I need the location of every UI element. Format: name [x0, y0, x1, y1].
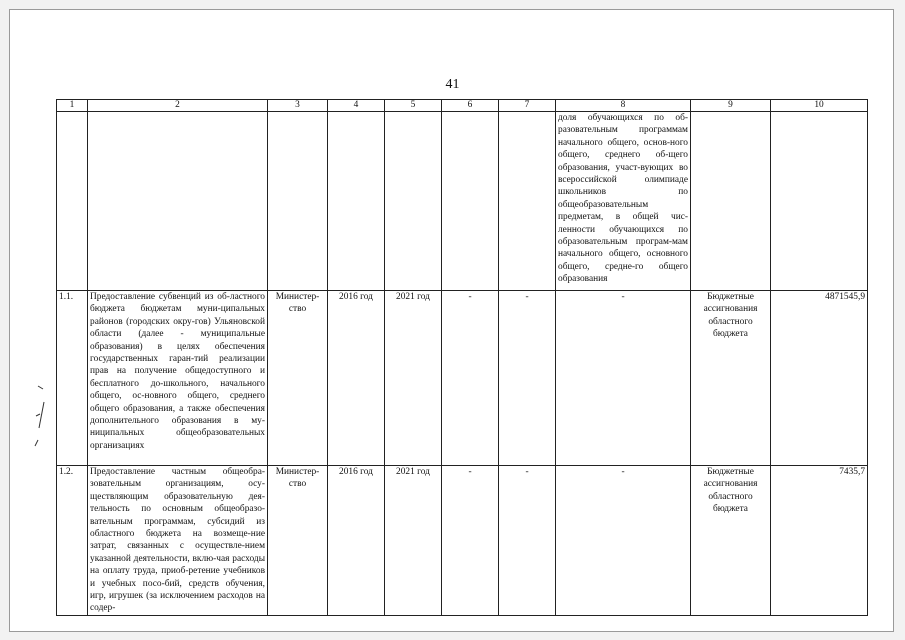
table-cell [385, 112, 442, 291]
column-header: 7 [499, 100, 556, 112]
table-cell [328, 112, 385, 291]
table-row-continuation [57, 112, 868, 291]
program-measures-table [56, 99, 868, 616]
executor: Министер-ство [268, 466, 328, 616]
funding-source: Бюджетные ассигнования областного бюджета [691, 466, 771, 616]
start-year: 2016 год [328, 291, 385, 466]
measure-description: Предоставление частным общеобра-зовательным организациям, осу-ществляющим образовательную дея-тельность по основным общеобразо-вательным программам, субсидий из областного бюджета на возмеще-ние затрат, связанных с осуществле-нием указанной деятельности, вклю-чая расходы на оплату труда, приоб-ретение учебников и учебных посо-бий, средств обучения, игр, игрушек (за исключением расходов на содер- [88, 466, 268, 616]
column-6-value: - [442, 466, 499, 616]
table-cell [268, 112, 328, 291]
page-number: 41 [445, 77, 460, 92]
column-7-value: - [499, 466, 556, 616]
column-header: 4 [328, 100, 385, 112]
row-number: 1.2. [57, 466, 88, 616]
measure-description: Предоставление субвенций из об-ластного бюджета бюджетам муни-ципальных районов (городских окру-гов) Ульяновской области (далее - муниципальные образования) в целях обеспечения государственных гаран-тий реализации прав на получение общедоступного и бесплатного до-школьного, начального общего, ос-новного общего, среднего общего образования, а также обеспечения дополнительного образования в му-ниципальных общеобразовательных организациях [88, 291, 268, 466]
funding-amount: 7435,7 [771, 466, 868, 616]
indicator-text: доля обучающихся по об-разовательным программам начального общего, основ-ного общего, среднего об-щего образования, участ-вующих во всероссийской олимпиаде школьников по общеобразовательным предметам, в общей чис-ленности обучающихся по образовательным програм-мам начального общего, основного общего, средне-го общего образования [556, 112, 691, 291]
table-cell [499, 112, 556, 291]
table-row [57, 466, 868, 616]
start-year: 2016 год [328, 466, 385, 616]
indicator-value: - [556, 291, 691, 466]
end-year: 2021 год [385, 291, 442, 466]
table-cell [442, 112, 499, 291]
funding-source: Бюджетные ассигнования областного бюджета [691, 291, 771, 466]
table-row [57, 291, 868, 466]
column-header: 2 [88, 100, 268, 112]
column-header: 6 [442, 100, 499, 112]
document-page [9, 9, 894, 632]
indicator-value: - [556, 466, 691, 616]
column-header: 8 [556, 100, 691, 112]
column-header: 9 [691, 100, 771, 112]
table-cell [57, 112, 88, 291]
column-header: 5 [385, 100, 442, 112]
table-cell [88, 112, 268, 291]
table-cell [691, 112, 771, 291]
column-header: 1 [57, 100, 88, 112]
executor: Министер-ство [268, 291, 328, 466]
funding-amount: 4871545,9 [771, 291, 868, 466]
column-header: 3 [268, 100, 328, 112]
column-7-value: - [499, 291, 556, 466]
table-cell [771, 112, 868, 291]
end-year: 2021 год [385, 466, 442, 616]
scan-artifact-marks [30, 380, 50, 460]
row-number: 1.1. [57, 291, 88, 466]
column-6-value: - [442, 291, 499, 466]
table-header-row [57, 100, 868, 112]
column-header: 10 [771, 100, 868, 112]
